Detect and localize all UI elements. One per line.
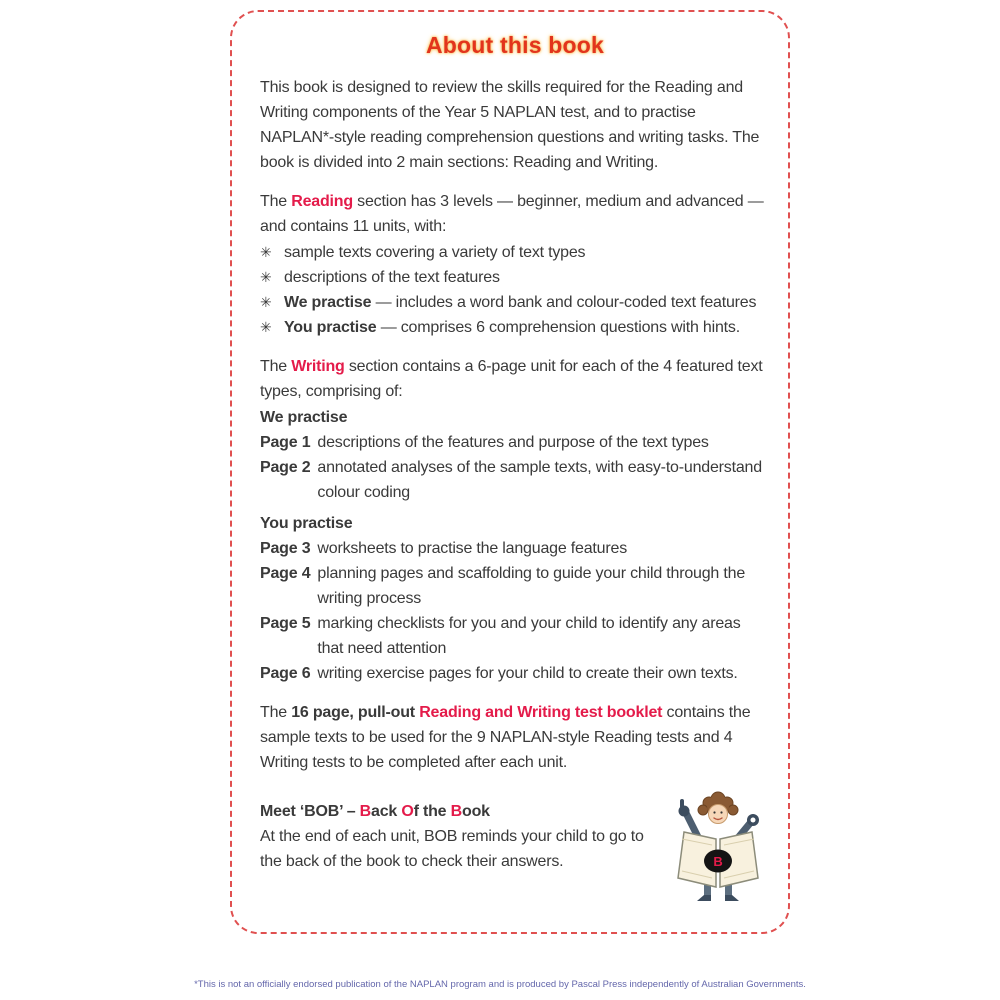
- svg-text:B: B: [713, 854, 723, 869]
- list-item: ✳ You practise — comprises 6 comprehension questions with hints.: [260, 315, 770, 340]
- page-label: Page 5: [260, 615, 311, 632]
- page-description: writing exercise pages for your child to create their own texts.: [317, 665, 738, 682]
- asterisk-bullet-icon: ✳: [260, 244, 272, 260]
- reading-section: [260, 189, 770, 340]
- reading-lead: The Reading section has 3 levels — beginner, medium and advanced — and contains 11 units, with:: [260, 193, 764, 235]
- reading-accent-word: Reading: [291, 193, 353, 210]
- list-item: ✳ sample texts covering a variety of text types: [260, 240, 770, 265]
- page-title: About this book: [425, 32, 605, 58]
- writing-lead: The Writing section contains a 6-page unit for each of the 4 featured text types, comprising of:: [260, 358, 763, 400]
- page-row: [260, 611, 770, 661]
- page-label: Page 4: [260, 565, 311, 582]
- page-description: marking checklists for you and your child to identify any areas that need attention: [317, 615, 741, 657]
- page-description: annotated analyses of the sample texts, with easy-to-understand colour coding: [317, 459, 762, 501]
- booklet-paragraph: The 16 page, pull-out Reading and Writing test booklet contains the sample texts to be used for the 9 NAPLAN-style Reading tests and 4 Writing tests to be completed after each unit.: [260, 704, 751, 771]
- page-description: worksheets to practise the language features: [317, 540, 628, 557]
- page-row: [260, 561, 770, 611]
- bob-book-character-icon: [666, 791, 770, 915]
- asterisk-bullet-icon: ✳: [260, 319, 272, 335]
- asterisk-bullet-icon: ✳: [260, 294, 272, 310]
- writing-accent-word: Writing: [291, 358, 345, 375]
- bob-section: [260, 799, 770, 915]
- subheading-you-practise: You practise: [260, 515, 353, 532]
- page-row: [260, 430, 770, 455]
- page-label: Page 6: [260, 665, 311, 682]
- page-description: descriptions of the features and purpose of the text types: [317, 434, 709, 451]
- page-label: Page 2: [260, 459, 311, 476]
- bob-body-text: At the end of each unit, BOB reminds your child to go to the back of the book to check their answers.: [260, 828, 644, 870]
- page-description: planning pages and scaffolding to guide your child through the writing process: [317, 565, 746, 607]
- page-row: [260, 536, 770, 561]
- booklet-bold-text: 16 page, pull-out: [291, 704, 420, 721]
- list-item: ✳ descriptions of the text features: [260, 265, 770, 290]
- asterisk-bullet-icon: ✳: [260, 269, 272, 285]
- subheading-we-practise: We practise: [260, 409, 348, 426]
- bob-heading: Meet ‘BOB’ – Back Of the Book: [260, 803, 490, 820]
- intro-paragraph: This book is designed to review the skills required for the Reading and Writing components of the Year 5 NAPLAN test, and to practise NAPLAN*-style reading comprehension questions and writing tasks. The book is divided into 2 main sections: Reading and Writing.: [260, 79, 760, 171]
- writing-section: [260, 354, 770, 686]
- page-row: [260, 661, 770, 686]
- page-label: Page 1: [260, 434, 311, 451]
- footnote: *This is not an officially endorsed publication of the NAPLAN program and is produced by Pascal Press independently of Australian Governments.: [194, 979, 806, 990]
- page-row: [260, 455, 770, 505]
- page-label: Page 3: [260, 540, 311, 557]
- list-item: ✳ We practise — includes a word bank and colour-coded text features: [260, 290, 770, 315]
- reading-bullet-list: [260, 240, 770, 340]
- book-page: [230, 10, 790, 934]
- booklet-accent-text: Reading and Writing test booklet: [419, 704, 663, 721]
